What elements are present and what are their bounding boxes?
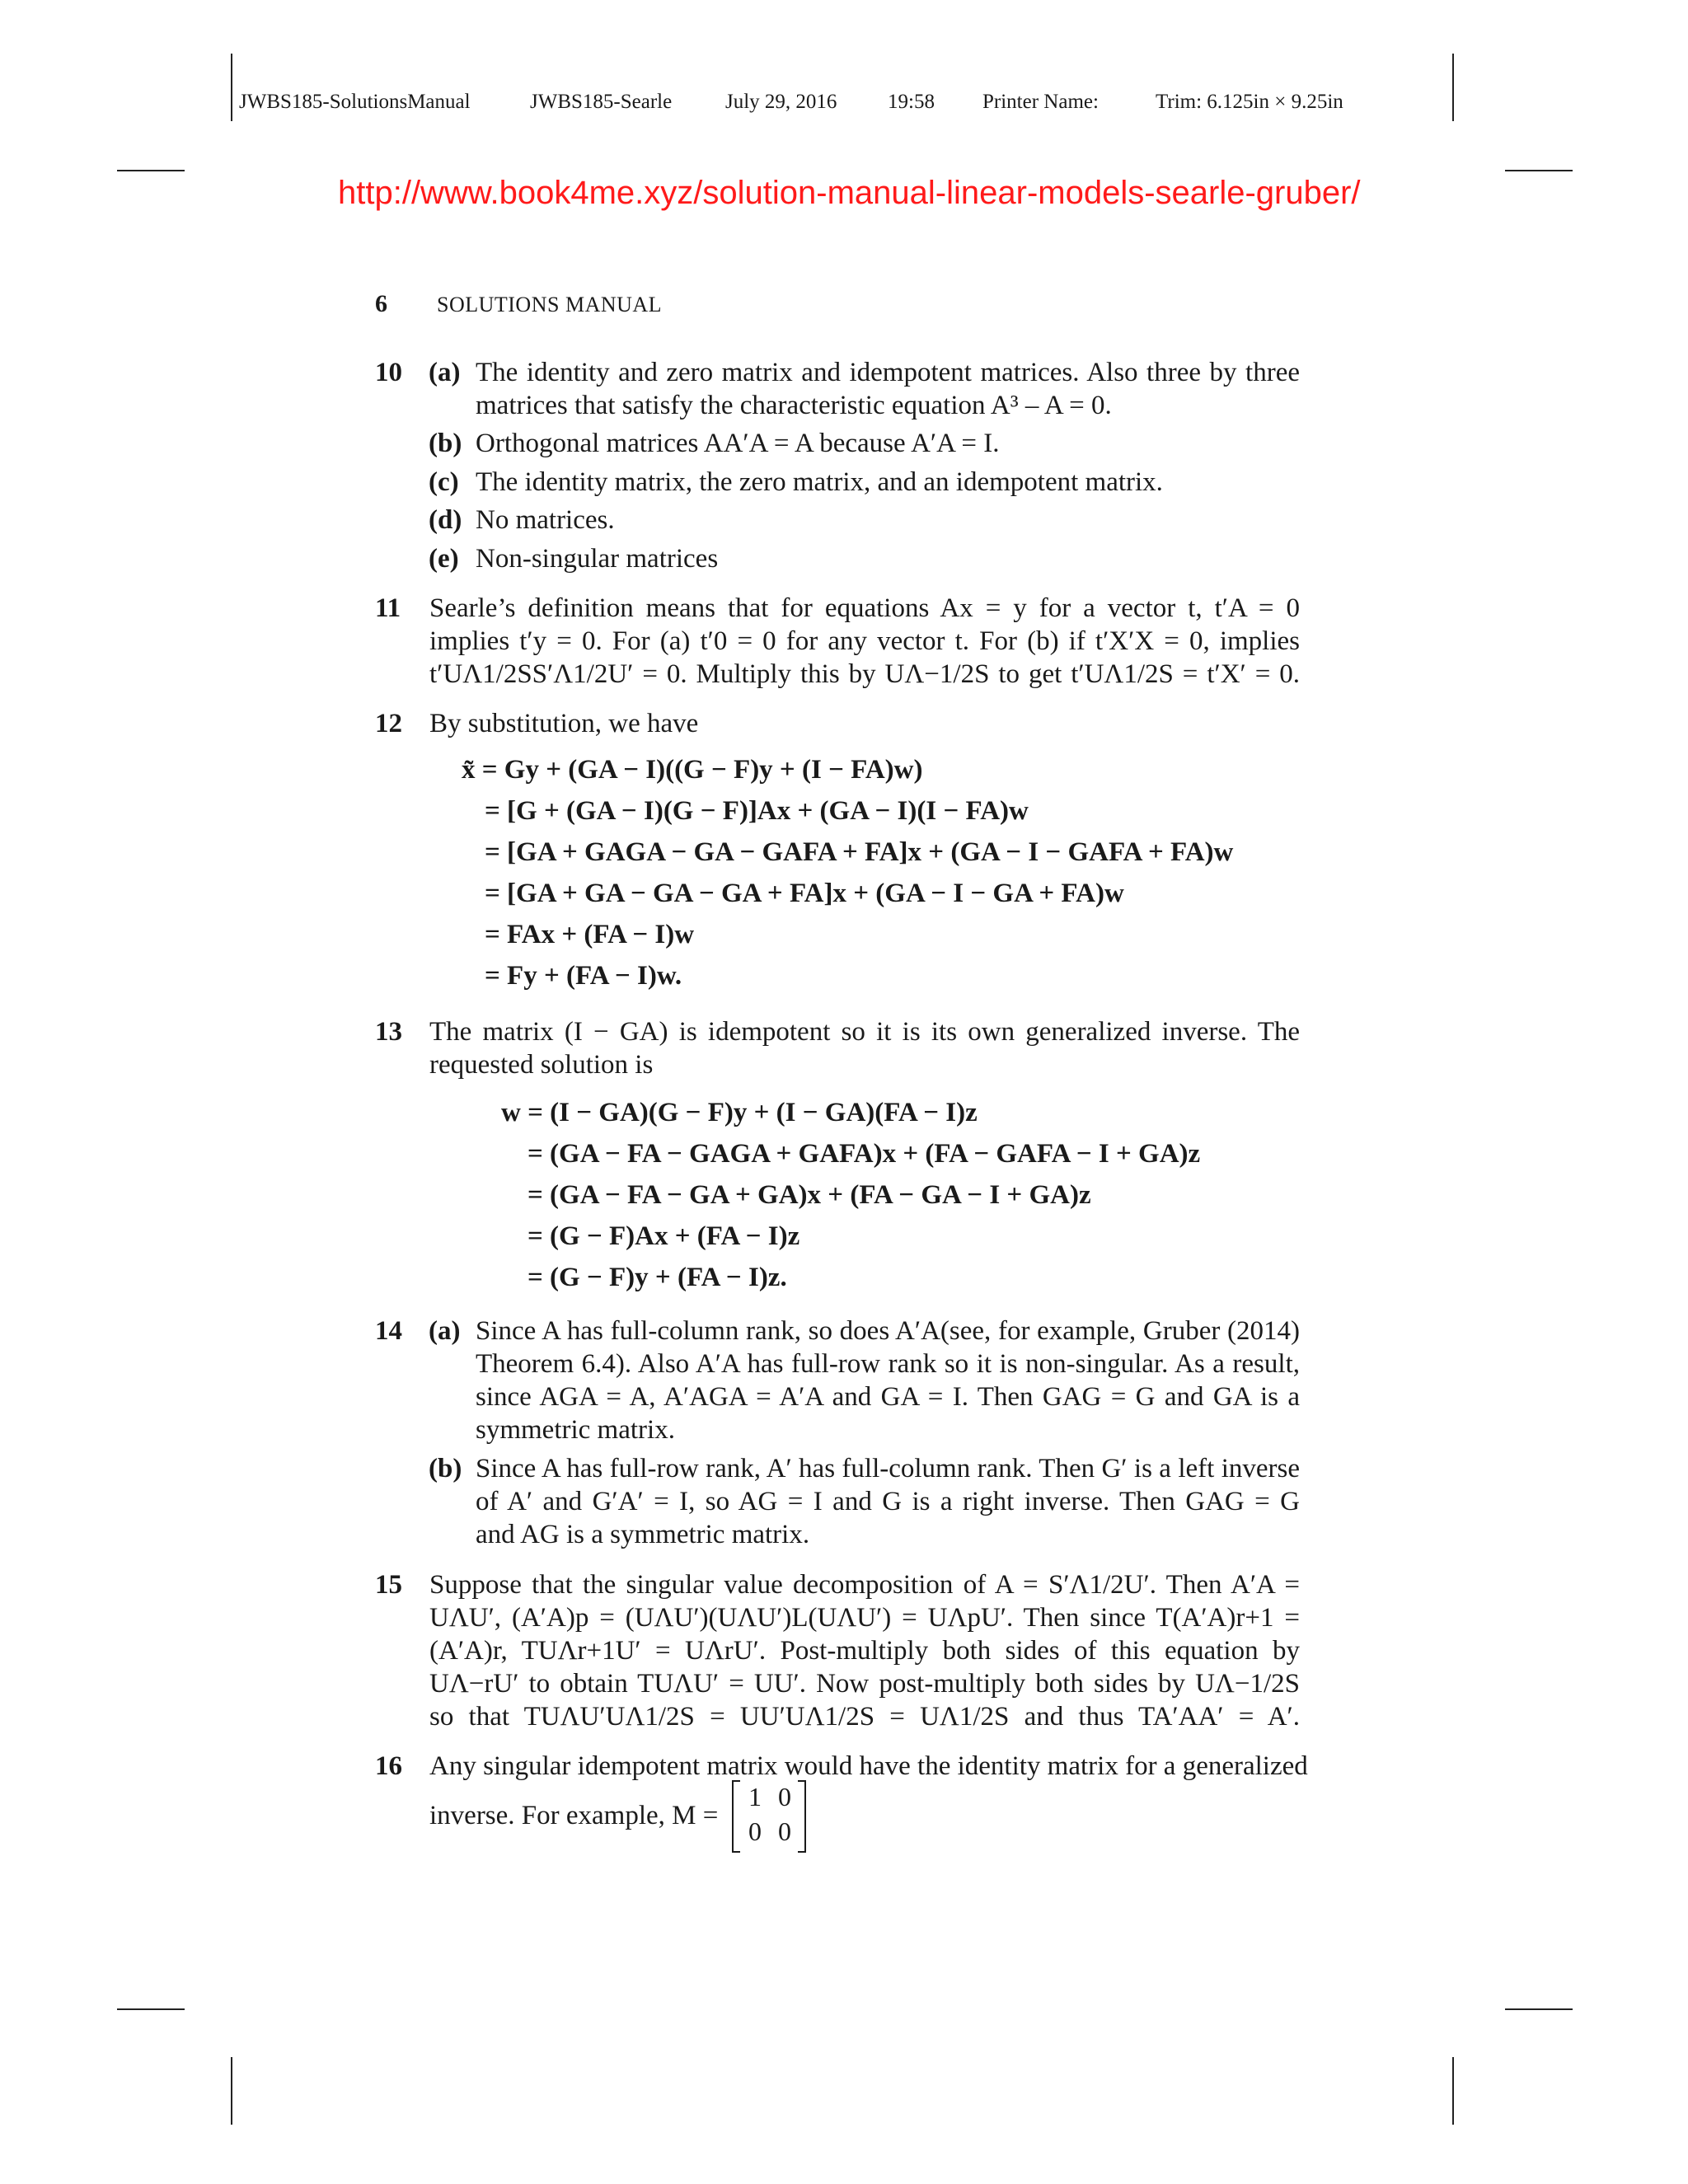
problem-text: inverse. For example, M = (429, 1801, 719, 1830)
crop-mark (1452, 54, 1454, 121)
header-time: 19:58 (888, 91, 935, 113)
problem-text: The identity and zero matrix and idempotent matrices. Also three by three (476, 358, 1300, 387)
header-printer: Printer Name: (982, 91, 1099, 113)
problem-text: UΛU′, (A′A)p = (UΛU′)(UΛU′)L(UΛU′) = UΛpU′. Then since T(A′A)r+1 = (429, 1603, 1300, 1633)
header-manual: JWBS185-SolutionsManual (239, 91, 471, 113)
part-label: (c) (429, 467, 459, 497)
problem-text: of A′ and G′A′ = I, so AG = I and G is a right inverse. Then GAG = G (476, 1487, 1300, 1516)
problem-text: Suppose that the singular value decomposition of A = S′Λ1/2U′. Then A′A = (429, 1570, 1300, 1600)
matrix-m (732, 1780, 806, 1851)
problem-text: symmetric matrix. (476, 1415, 675, 1445)
problem-number: 10 (375, 358, 402, 387)
crop-mark (1505, 2008, 1573, 2010)
equation-line: = (GA − FA − GA + GA)x + (FA − GA − I + GA)z (528, 1180, 1091, 1210)
problem-text: The identity matrix, the zero matrix, and an idempotent matrix. (476, 467, 1163, 497)
problem-text: since AGA = A, A′AGA = A′A and GA = I. Then GAG = G and GA is a (476, 1382, 1300, 1412)
problem-text: Non-singular matrices (476, 544, 719, 574)
crop-mark (1505, 170, 1573, 171)
problem-text: and AG is a symmetric matrix. (476, 1520, 810, 1549)
crop-mark (1452, 2057, 1454, 2125)
matrix-bracket-left (732, 1780, 740, 1853)
problem-text: Since A has full-column rank, so does A′A(see, for example, Gruber (2014) (476, 1316, 1300, 1346)
part-label: (b) (429, 1454, 462, 1483)
header-trim: Trim: 6.125in × 9.25in (1156, 91, 1343, 113)
equation-line: x̃ = Gy + (GA − I)((G − F)y + (I − FA)w) (462, 755, 923, 785)
header-date: July 29, 2016 (725, 91, 837, 113)
problem-text: matrices that satisfy the characteristic equation A³ – A = 0. (476, 391, 1112, 420)
equation-line: = Fy + (FA − I)w. (485, 961, 682, 991)
crop-mark (117, 170, 185, 171)
watermark-url[interactable]: http://www.book4me.xyz/solution-manual-linear-models-searle-gruber/ (338, 175, 1361, 211)
equation-line: = (G − F)Ax + (FA − I)z (528, 1221, 800, 1251)
problem-text: requested solution is (429, 1050, 654, 1080)
part-label: (d) (429, 505, 462, 535)
problem-text: No matrices. (476, 505, 615, 535)
problem-text: The matrix (I − GA) is idempotent so it is its own generalized inverse. The (429, 1017, 1300, 1047)
equation-line: = (GA − FA − GAGA + GAFA)x + (FA − GAFA − I + GA)z (528, 1139, 1201, 1169)
equation-line: = [GA + GA − GA − GA + FA]x + (GA − I − GA + FA)w (485, 879, 1124, 908)
problem-text: Theorem 6.4). Also A′A has full-row rank so it is non-singular. As a result, (476, 1349, 1300, 1379)
header-book: JWBS185-Searle (530, 91, 673, 113)
problem-text: Searle’s definition means that for equations Ax = y for a vector t, t′A = 0 (429, 593, 1300, 623)
equation-line: = [G + (GA − I)(G − F)]Ax + (GA − I)(I − FA)w (485, 796, 1029, 826)
problem-number: 13 (375, 1017, 402, 1047)
part-label: (a) (429, 358, 461, 387)
problem-text: Orthogonal matrices AA′A = A because A′A = I. (476, 429, 1000, 458)
problem-number: 11 (375, 593, 401, 623)
matrix-bracket-right (798, 1780, 806, 1853)
crop-mark (231, 54, 232, 121)
matrix-cell: 1 (748, 1782, 762, 1811)
problem-text: By substitution, we have (429, 709, 699, 738)
problem-text: t′UΛ1/2SS′Λ1/2U′ = 0. Multiply this by UΛ−1/2S to get t′UΛ1/2S = t′X′ = 0. (429, 659, 1300, 689)
problem-text: so that TUΛU′UΛ1/2S = UU′UΛ1/2S = UΛ1/2S and thus TA′AA′ = A′. (429, 1702, 1300, 1732)
equation-line: = FAx + (FA − I)w (485, 920, 695, 949)
problem-text: UΛ−rU′ to obtain TUΛU′ = UU′. Now post-multiply both sides by UΛ−1/2S (429, 1669, 1300, 1699)
problem-number: 12 (375, 709, 402, 738)
crop-mark (231, 2057, 232, 2125)
problem-number: 14 (375, 1316, 402, 1346)
problem-text: (A′A)r, TUΛr+1U′ = UΛrU′. Post-multiply both sides of this equation by (429, 1636, 1300, 1666)
problem-text: Since A has full-row rank, A′ has full-column rank. Then G′ is a left inverse (476, 1454, 1300, 1483)
page-number: 6 (375, 290, 387, 317)
problem-text: implies t′y = 0. For (a) t′0 = 0 for any vector t. For (b) if t′X′X = 0, implies (429, 626, 1300, 656)
part-label: (e) (429, 544, 459, 574)
problem-number: 15 (375, 1570, 402, 1600)
equation-line: w = (I − GA)(G − F)y + (I − GA)(FA − I)z (501, 1098, 978, 1127)
matrix-cell: 0 (748, 1816, 762, 1846)
part-label: (a) (429, 1316, 461, 1346)
equation-line: = (G − F)y + (FA − I)z. (528, 1263, 787, 1292)
problem-number: 16 (375, 1751, 402, 1781)
running-head: SOLUTIONS MANUAL (437, 293, 663, 316)
problem-text: Any singular idempotent matrix would have the identity matrix for a generalized (429, 1751, 1308, 1781)
matrix-cell: 0 (778, 1782, 791, 1811)
crop-mark (117, 2008, 185, 2010)
equation-line: = [GA + GAGA − GA − GAFA + FA]x + (GA − I − GAFA + FA)w (485, 837, 1234, 867)
matrix-cell: 0 (778, 1816, 791, 1846)
part-label: (b) (429, 429, 462, 458)
